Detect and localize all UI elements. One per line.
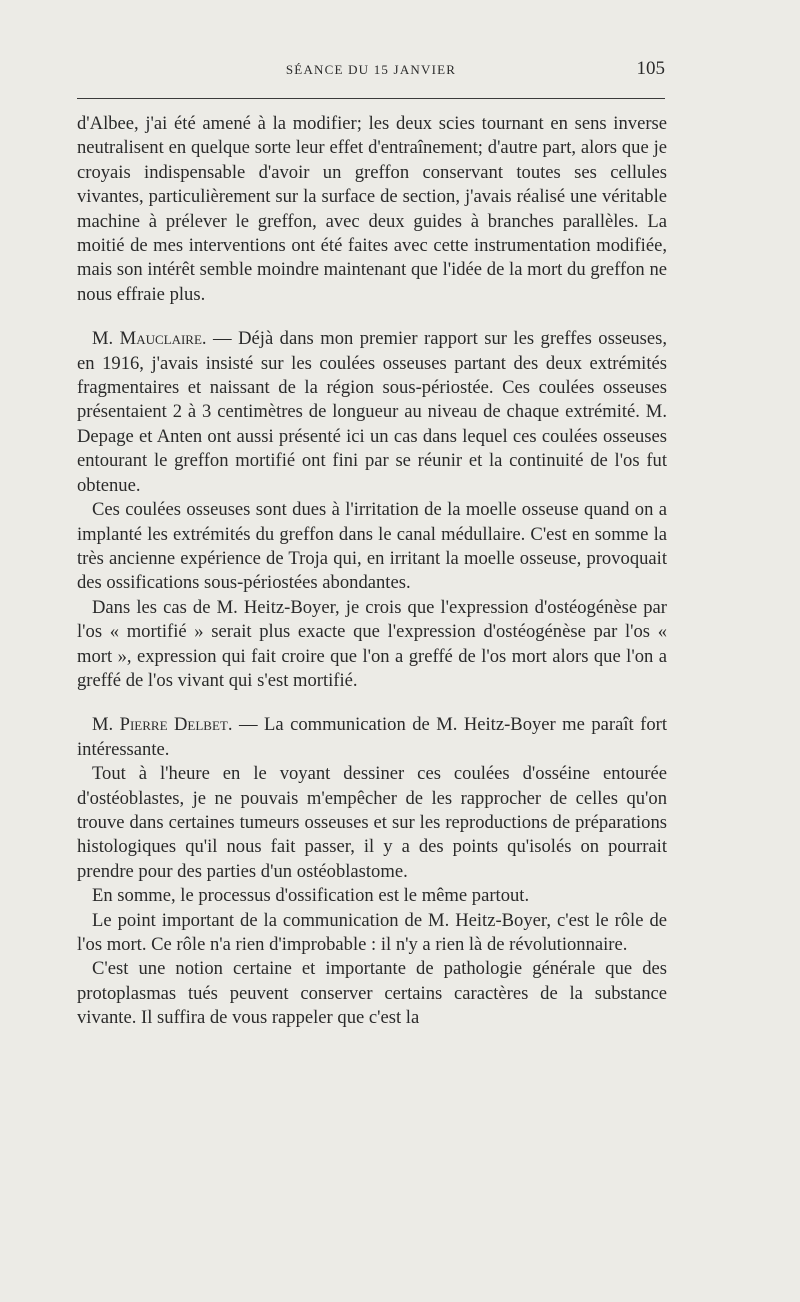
paragraph: Le point important de la communication de M. Heitz-Boyer, c'est le rôle de l'os mort. Ce rôle n'a rien d'improbable : il n'y a rien là de révolutionnaire. (77, 909, 667, 955)
paragraph: Dans les cas de M. Heitz-Boyer, je crois que l'expression d'ostéogénèse par l'os « mortifié » serait plus exacte que l'expression d'ostéogénèse par l'os « mort », expression qui fait croire que l'on a greffé de l'os mort alors que l'on a greffé de l'os vivant qui s'est mortifié. (77, 596, 667, 691)
page-number: 105 (636, 58, 665, 79)
paragraph: C'est une notion certaine et importante de pathologie générale que des protoplasmas tués peuvent conserver certains caractères de la substance vivante. Il suffira de vous rappeler que c'est la (77, 958, 667, 1029)
speaker-name: M. Pierre Delbet. (92, 714, 233, 736)
header-rule (77, 98, 665, 99)
speaker-name: M. Mauclaire. (92, 328, 207, 350)
paragraph: En somme, le processus d'ossification est le même partout. (92, 885, 530, 907)
paragraph: Ces coulées osseuses sont dues à l'irritation de la moelle osseuse quand on a implanté les extrémités du greffon dans le canal médullaire. C'est en somme la très ancienne expérience de Troja qui, en irritant la moelle osseuse, provoquait des ossifications sous-périostées abondantes. (77, 499, 667, 594)
paragraph: Tout à l'heure en le voyant dessiner ces coulées d'osséine entourée d'ostéoblastes, je ne pouvais m'empêcher de les rapprocher de celles qu'on trouve dans certaines tumeurs osseuses et sur les reproductions de préparations histologiques qu'il nous fait passer, il y a des points qu'isolés on pourrait prendre pour des parties d'un ostéoblastome. (77, 763, 667, 882)
running-header (77, 58, 665, 90)
paragraph: d'Albee, j'ai été amené à la modifier; les deux scies tournant en sens inverse neutralisent en quelque sorte leur effet d'entraînement; d'autre part, alors que je croyais indispensable d'avoir un greffon conservant toutes ses cellules vivantes, particulièrement sur la surface de section, j'avais réalisé une véritable machine à prélever le greffon, avec deux guides à branches parallèles. La moitié de mes interventions ont été faites avec cette instrumentation modifiée, mais son intérêt semble moindre maintenant que l'idée de la mort du greffon ne nous effraie plus. (77, 113, 667, 305)
paragraph-speaker: M. Mauclaire. — Déjà dans mon premier rapport sur les greffes osseuses, en 1916, j'avais insisté sur les coulées osseuses partant des deux extrémités fragmentaires et naissant de la région sous-périostée. Ces coulées osseuses présentaient 2 à 3 centimètres de longueur au niveau de chaque extrémité. M. Depage et Anten ont aussi présenté ici un cas dans lequel ces coulées osseuses entourant le greffon mortifié ont fini par se réunir et la continuité de l'os fut obtenue. (77, 328, 667, 496)
running-title: SÉANCE DU 15 JANVIER (285, 62, 457, 77)
paragraph-speaker: M. Pierre Delbet. — La communication de M. Heitz-Boyer me paraît fort intéressante. (77, 714, 667, 760)
body-text (77, 112, 667, 1031)
